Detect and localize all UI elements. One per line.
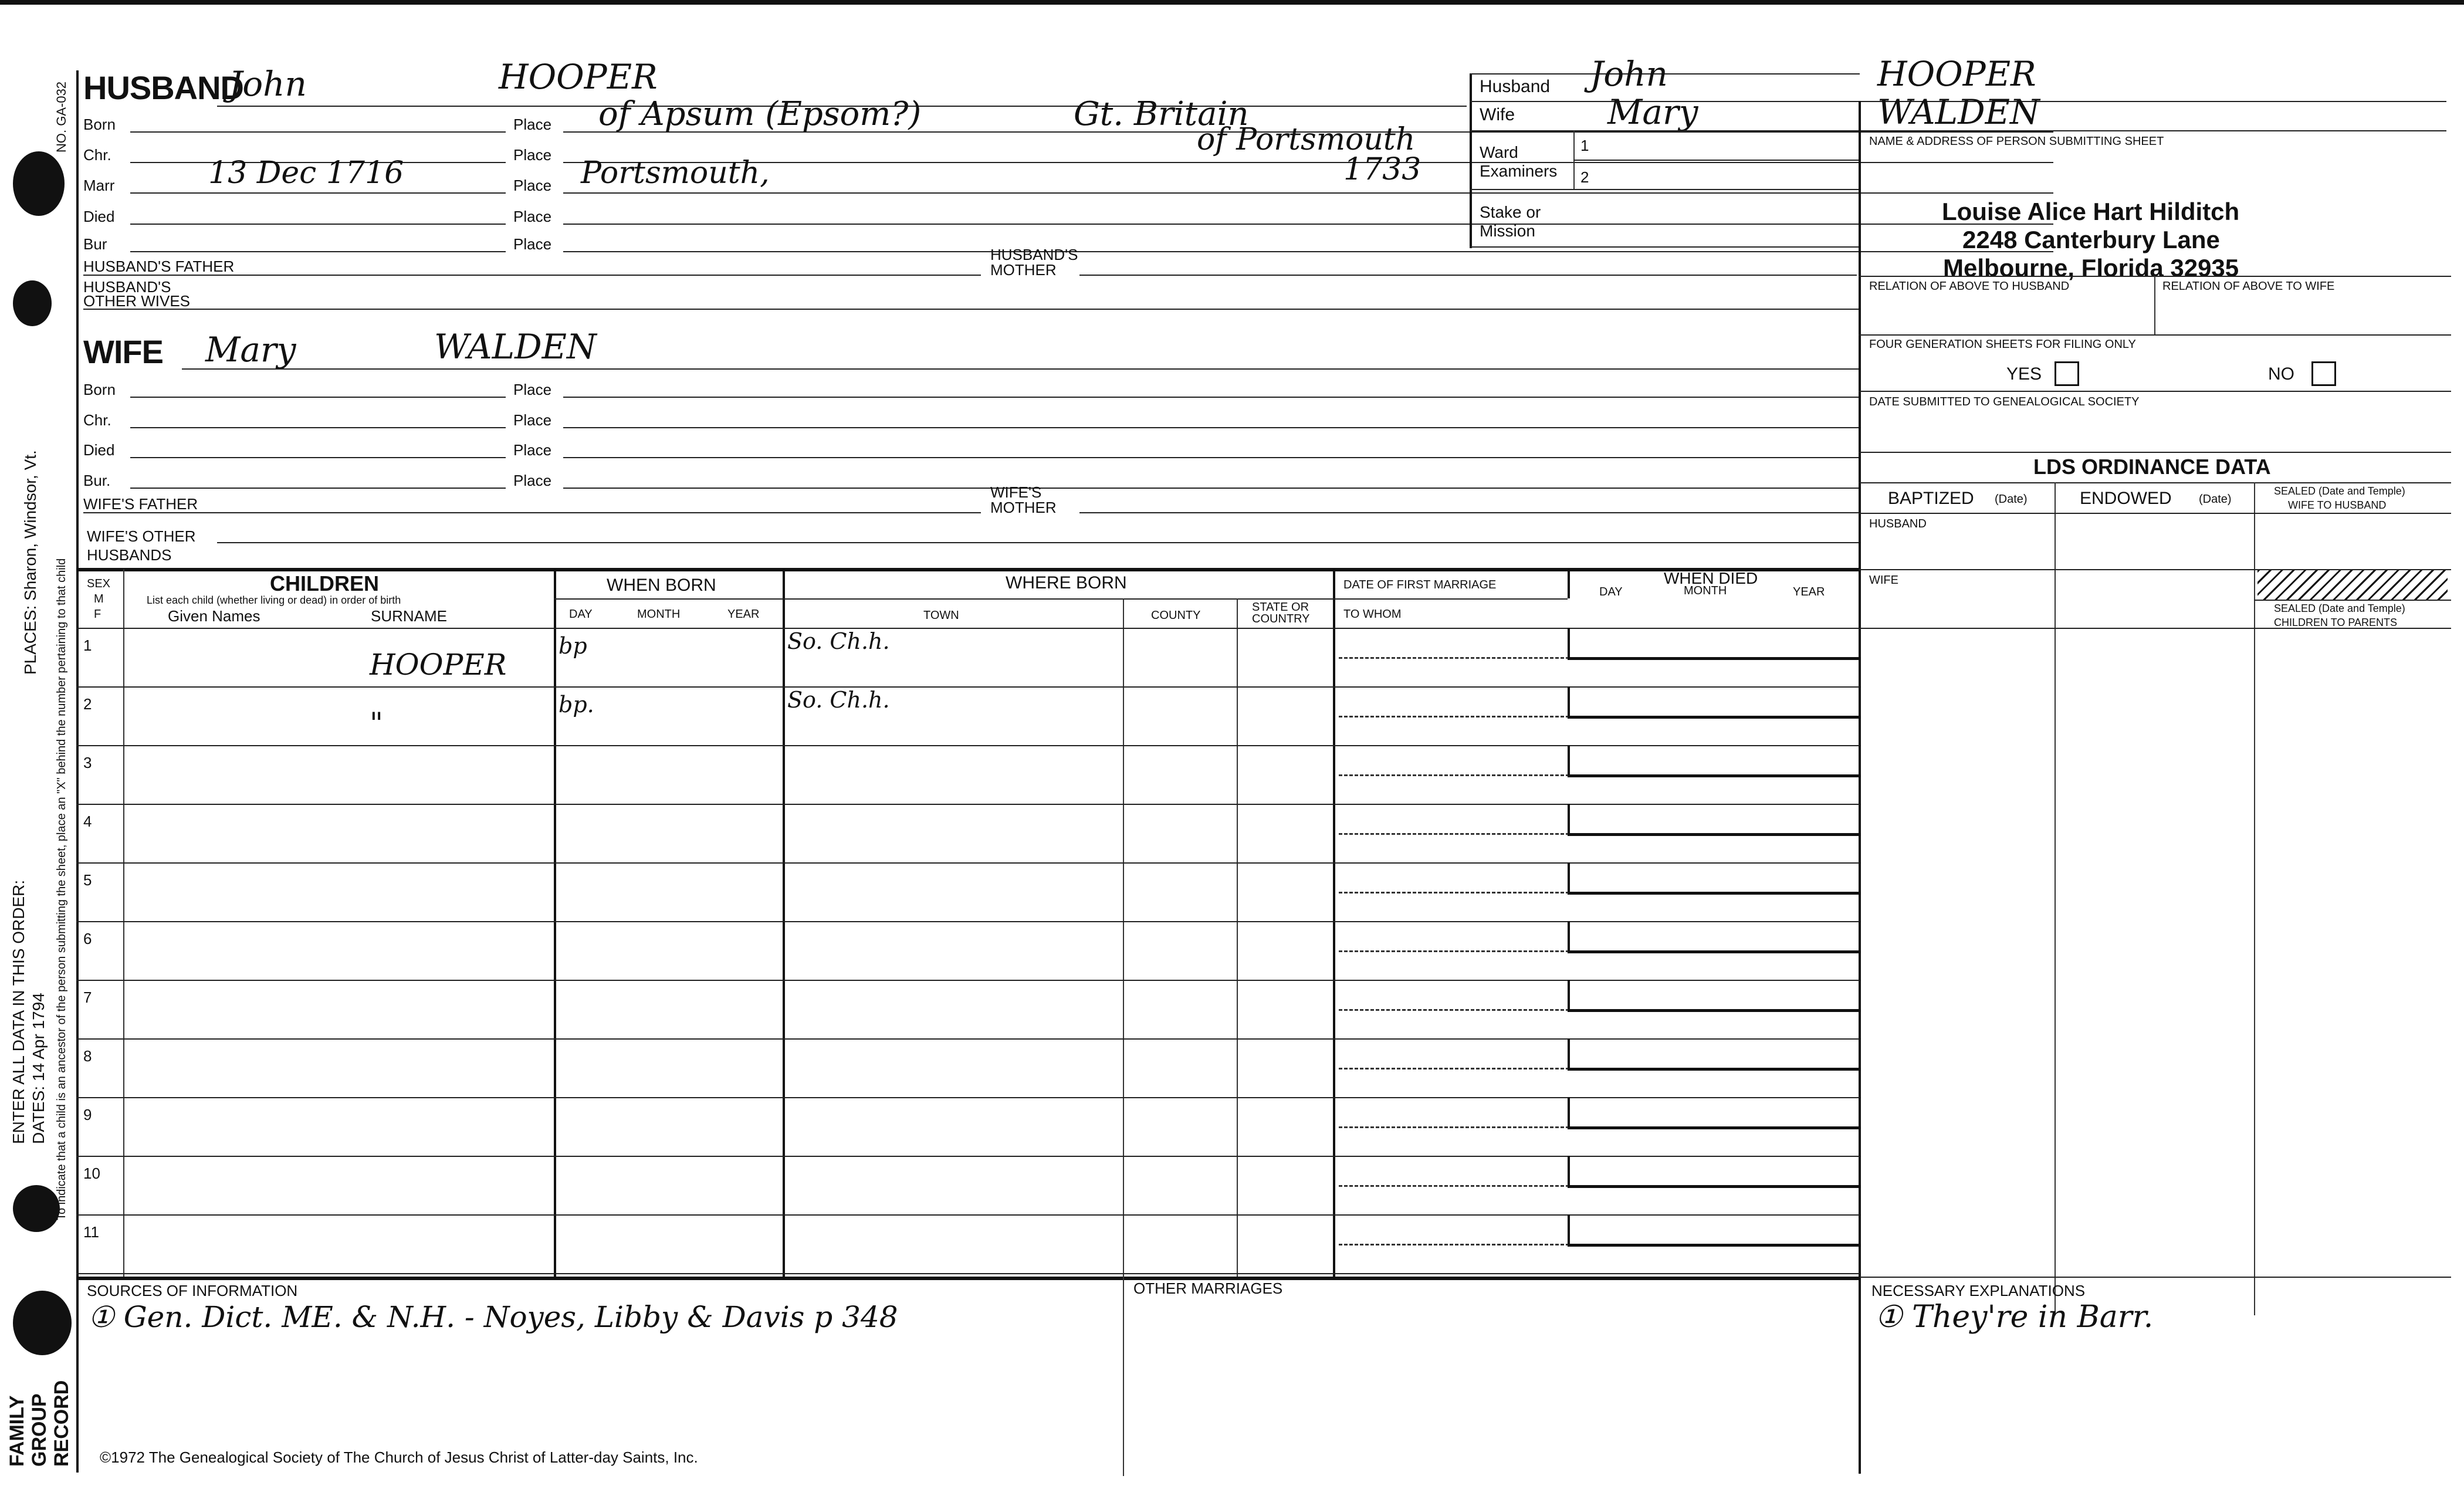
child-died-cell[interactable]: [1568, 745, 1861, 777]
born-day-header: DAY: [569, 608, 593, 621]
when-died-col-divider: [1568, 569, 1570, 598]
husband-bur-date-line: [130, 251, 506, 252]
other-marriages-divider: [1123, 1277, 1124, 1476]
wife-bur-place-label: Place: [513, 472, 552, 489]
county-header: COUNTY: [1151, 609, 1201, 622]
husband-marr-label: Marr: [83, 177, 115, 194]
husband-other-wives-line: [83, 309, 1861, 310]
child-row-line: [76, 1273, 1860, 1274]
when-born-header: WHEN BORN: [607, 576, 716, 595]
lds-baptized-label: BAPTIZED: [1888, 489, 1974, 508]
to-whom-header: TO WHOM: [1343, 608, 1402, 621]
lds-sealed-children-2: CHILDREN TO PARENTS: [2274, 617, 2398, 628]
state-header-1: STATE OR: [1252, 601, 1309, 614]
child-born[interactable]: bp: [559, 633, 587, 659]
rt-stake-2: Mission: [1480, 222, 1535, 240]
child-row[interactable]: [76, 1038, 1860, 1097]
husband-father-label: HUSBAND'S FATHER: [83, 258, 235, 275]
husband-chr-place-line: [563, 162, 2053, 163]
child-died-cell[interactable]: [1568, 1097, 1861, 1129]
side-order: ENTER ALL DATA IN THIS ORDER:: [9, 879, 28, 1144]
submitter-street: 2248 Canterbury Lane: [1962, 226, 2220, 253]
first-marriage-header: DATE OF FIRST MARRIAGE: [1343, 578, 1497, 591]
husband-bur-place-label: Place: [513, 235, 552, 253]
husband-mother-line: [1079, 275, 1857, 276]
husband-born-date-line: [130, 131, 506, 133]
child-number: 10: [83, 1165, 100, 1182]
necessary-explanations-text[interactable]: ① They're in Barr.: [1875, 1299, 2154, 1335]
wife-mother-line: [1079, 512, 1860, 513]
rt-husband-given[interactable]: John: [1590, 54, 1668, 94]
lds-husband-label: HUSBAND: [1869, 517, 1927, 530]
child-surname[interactable]: ": [370, 706, 383, 740]
rt-examiner-line-1: [1573, 160, 1861, 161]
wife-died-label: Died: [83, 441, 115, 459]
wife-chr-place-label: Place: [513, 411, 552, 429]
wife-bur-label: Bur.: [83, 472, 111, 489]
child-died-cell[interactable]: [1568, 686, 1861, 719]
lds-sealed-wife-2: WIFE TO HUSBAND: [2288, 499, 2387, 511]
family-word: FAMILY: [6, 1395, 28, 1467]
lds-endowed-date: (Date): [2199, 493, 2232, 506]
wife-died-place-label: Place: [513, 441, 552, 459]
child-died-cell[interactable]: [1568, 1038, 1861, 1071]
child-number: 6: [83, 930, 92, 947]
wife-mother-label-2: MOTHER: [990, 499, 1057, 516]
rt-examiner-line-2: [1470, 189, 1860, 190]
wife-heading: WIFE: [83, 333, 163, 370]
punch-hole-1: [13, 151, 65, 216]
relation-divider: [2154, 276, 2155, 334]
wife-chr-label: Chr.: [83, 411, 111, 429]
rt-wife-line: [1470, 130, 2446, 131]
when-died-header: WHEN DIED: [1664, 569, 1758, 587]
other-marriages-label: OTHER MARRIAGES: [1133, 1280, 1283, 1297]
rt-examiner-1: 1: [1580, 137, 1589, 154]
wife-name-line: [182, 368, 1860, 370]
rt-wife-surname[interactable]: WALDEN: [1877, 92, 2040, 132]
top-border: [0, 0, 2464, 5]
husband-marr-place2[interactable]: 1733: [1343, 152, 1421, 187]
sex-m: M: [94, 593, 104, 605]
wife-died-date-line: [130, 457, 506, 458]
rt-husband-surname[interactable]: HOOPER: [1877, 54, 2036, 94]
child-row[interactable]: [76, 980, 1860, 1038]
four-gen-label: FOUR GENERATION SHEETS FOR FILING ONLY: [1869, 338, 2136, 351]
wife-father-line: [83, 512, 981, 513]
wife-mother-label-1: WIFE'S: [990, 483, 1042, 501]
form-number: NO. GA-032: [54, 81, 69, 153]
no-label: NO: [2268, 364, 2294, 384]
wife-chr-place-line: [563, 427, 1860, 428]
wife-born-place-label: Place: [513, 381, 552, 398]
wife-bur-place-line: [563, 488, 1860, 489]
husband-other-wives-1: HUSBAND'S: [83, 278, 171, 296]
child-number: 2: [83, 695, 92, 713]
side-instruction: To indicate that a child is an ancestor of the person submitting the sheet, place an "X" behind the number pertaining to that child: [55, 558, 68, 1220]
child-surname[interactable]: HOOPER: [370, 648, 507, 682]
lds-sealed-children-1: SEALED (Date and Temple): [2274, 603, 2405, 614]
husband-chr-place[interactable]: of Portsmouth: [1197, 122, 1416, 157]
husband-bur-label: Bur: [83, 235, 107, 253]
group-word: GROUP: [28, 1393, 50, 1467]
date-submitted-line: [1859, 452, 2451, 453]
lds-bottom-line: [1859, 1277, 2451, 1278]
right-top-box-left: [1470, 73, 1472, 248]
lds-wife-line: [1859, 628, 2451, 629]
wife-other-husbands-2: HUSBANDS: [87, 546, 172, 564]
wife-born-place-line: [563, 397, 1860, 398]
husband-born-label: Born: [83, 116, 116, 133]
lds-wife-label: WIFE: [1869, 574, 1898, 587]
submitter-name: Louise Alice Hart Hilditch: [1942, 198, 2240, 225]
rt-stake-line: [1470, 246, 1860, 248]
lds-baptized-date: (Date): [1995, 493, 2028, 506]
child-row[interactable]: [76, 1214, 1860, 1273]
town-header: TOWN: [923, 609, 959, 622]
child-number: 4: [83, 813, 92, 830]
when-born-subline: [554, 598, 783, 600]
husband-marr-date[interactable]: 13 Dec 1716: [208, 155, 404, 191]
surname-header: SURNAME: [371, 607, 448, 625]
punch-hole-2: [13, 280, 52, 326]
where-born-subline: [783, 598, 1334, 600]
children-header: CHILDREN: [270, 571, 379, 595]
lds-header-line: [1859, 513, 2451, 514]
husband-marr-place-line: [563, 192, 2053, 194]
child-number: 9: [83, 1106, 92, 1123]
family-group-record-label: [6, 1380, 73, 1467]
rt-stake-1: Stake or: [1480, 203, 1541, 221]
child-died-cell[interactable]: [1568, 1156, 1861, 1188]
children-instruction: List each child (whether living or dead) in order of birth: [147, 594, 401, 606]
wife-other-husbands-1: WIFE'S OTHER: [87, 527, 196, 545]
sources-text[interactable]: ① Gen. Dict. ME. & N.H. - Noyes, Libby & Davis p 348: [88, 1300, 898, 1334]
punch-hole-3: [13, 1185, 60, 1232]
died-year-header: YEAR: [1793, 585, 1825, 598]
sources-label: SOURCES OF INFORMATION: [87, 1282, 298, 1299]
rt-examiners-label: Examiners: [1480, 162, 1558, 180]
yes-checkbox[interactable]: [2055, 361, 2079, 386]
wife-father-label: WIFE'S FATHER: [83, 495, 198, 513]
lds-sealed-wife-1: SEALED (Date and Temple): [2274, 485, 2405, 497]
child-row[interactable]: [76, 1156, 1860, 1214]
born-month-header: MONTH: [637, 608, 681, 621]
child-town[interactable]: So. Ch.h.: [787, 628, 890, 654]
submitter-heading: NAME & ADDRESS OF PERSON SUBMITTING SHEET: [1869, 135, 2164, 148]
side-dates: DATES: 14 Apr 1794: [29, 993, 48, 1144]
died-day-header: DAY: [1599, 585, 1623, 598]
rt-wife-label: Wife: [1480, 105, 1515, 124]
lds-hatch-line: [2254, 600, 2451, 601]
husband-died-place-label: Place: [513, 208, 552, 225]
child-row[interactable]: [76, 921, 1860, 980]
child-row[interactable]: [76, 1097, 1860, 1156]
died-month-header: MONTH: [1684, 584, 1727, 597]
rt-wife-given[interactable]: Mary: [1607, 92, 1698, 132]
child-row[interactable]: [76, 804, 1860, 862]
record-word: RECORD: [50, 1380, 73, 1467]
child-died-cell[interactable]: [1568, 980, 1861, 1012]
wife-died-place-line: [563, 457, 1860, 458]
rt-ward-label: Ward: [1480, 143, 1518, 161]
husband-died-label: Died: [83, 208, 115, 225]
where-born-header: WHERE BORN: [1006, 573, 1127, 593]
lds-title: LDS ORDINANCE DATA: [2033, 455, 2271, 479]
husband-born-place-label: Place: [513, 116, 552, 133]
husband-chr-place-label: Place: [513, 146, 552, 164]
child-row[interactable]: [76, 686, 1860, 745]
child-born[interactable]: bp.: [559, 692, 594, 717]
child-row[interactable]: [76, 862, 1860, 921]
child-died-cell[interactable]: [1568, 1214, 1861, 1247]
husband-died-date-line: [130, 224, 506, 225]
lds-hatched-box: [2257, 570, 2448, 600]
husband-other-wives-2: OTHER WIVES: [83, 292, 191, 310]
child-row[interactable]: [76, 628, 1860, 686]
wife-bur-date-line: [130, 488, 506, 489]
lds-col-divider-2: [2254, 482, 2255, 1315]
child-town[interactable]: So. Ch.h.: [787, 687, 890, 713]
child-number: 3: [83, 754, 92, 771]
four-gen-line: [1859, 391, 2451, 392]
husband-born-place[interactable]: of Apsum (Epsom?): [598, 95, 922, 133]
child-row[interactable]: [76, 745, 1860, 804]
rt-husband-label: Husband: [1480, 77, 1551, 96]
relation-wife-label: RELATION OF ABOVE TO WIFE: [2162, 280, 2335, 293]
bottom-section-rule: [76, 1277, 1860, 1280]
husband-chr-label: Chr.: [83, 146, 111, 164]
child-number: 1: [83, 637, 92, 654]
wife-born-date-line: [130, 397, 506, 398]
wife-surname[interactable]: WALDEN: [434, 327, 597, 367]
husband-marr-place-label: Place: [513, 177, 552, 194]
child-number: 5: [83, 871, 92, 889]
child-died-cell[interactable]: [1568, 862, 1861, 895]
side-places: PLACES: Sharon, Windsor, Vt.: [21, 450, 39, 675]
husband-surname[interactable]: HOOPER: [499, 57, 658, 97]
child-died-cell[interactable]: [1568, 628, 1861, 660]
lds-title-line: [1859, 482, 2451, 483]
wife-born-label: Born: [83, 381, 116, 398]
husband-marr-date-line: [130, 192, 506, 194]
husband-given-name[interactable]: John: [229, 64, 307, 104]
husband-mother-label-1: HUSBAND'S: [990, 246, 1078, 263]
given-names-header: Given Names: [168, 607, 260, 625]
child-number: 7: [83, 989, 92, 1006]
lds-endowed-label: ENDOWED: [2080, 489, 2172, 508]
born-year-header: YEAR: [727, 608, 760, 621]
copyright: ©1972 The Genealogical Society of The Church of Jesus Christ of Latter-day Saints, Inc.: [100, 1448, 698, 1466]
submitter-city: Melbourne, Florida 32935: [1943, 254, 2239, 282]
husband-bur-place-line: [563, 251, 2053, 252]
child-died-cell[interactable]: [1568, 921, 1861, 953]
first-marriage-subline: [1333, 598, 1568, 600]
child-number: 11: [83, 1223, 99, 1241]
no-checkbox[interactable]: [2311, 361, 2336, 386]
wife-chr-date-line: [130, 427, 506, 428]
relation-husband-label: RELATION OF ABOVE TO HUSBAND: [1869, 280, 2070, 293]
husband-heading: HUSBAND: [83, 69, 243, 106]
husband-born-place2[interactable]: Gt. Britain: [1074, 95, 1249, 133]
yes-label: YES: [2006, 364, 2042, 384]
husband-died-place-line: [563, 224, 2053, 225]
punch-hole-4: [13, 1291, 72, 1355]
lds-col-divider-1: [2055, 482, 2056, 1315]
child-died-cell[interactable]: [1568, 804, 1861, 836]
rt-examiner-2: 2: [1580, 168, 1589, 186]
date-submitted-label: DATE SUBMITTED TO GENEALOGICAL SOCIETY: [1869, 395, 2140, 408]
state-header-2: COUNTRY: [1252, 612, 1310, 625]
sex-header: SEX: [87, 577, 111, 590]
husband-marr-place[interactable]: Portsmouth,: [581, 155, 770, 191]
sex-f: F: [94, 608, 101, 621]
husband-father-line: [83, 275, 981, 276]
necessary-explanations-label: NECESSARY EXPLANATIONS: [1871, 1282, 2086, 1299]
child-number: 8: [83, 1047, 92, 1065]
wife-other-husbands-line: [217, 542, 1860, 543]
wife-given-name[interactable]: Mary: [205, 330, 296, 370]
relation-line: [1859, 334, 2451, 336]
husband-mother-label-2: MOTHER: [990, 261, 1057, 279]
